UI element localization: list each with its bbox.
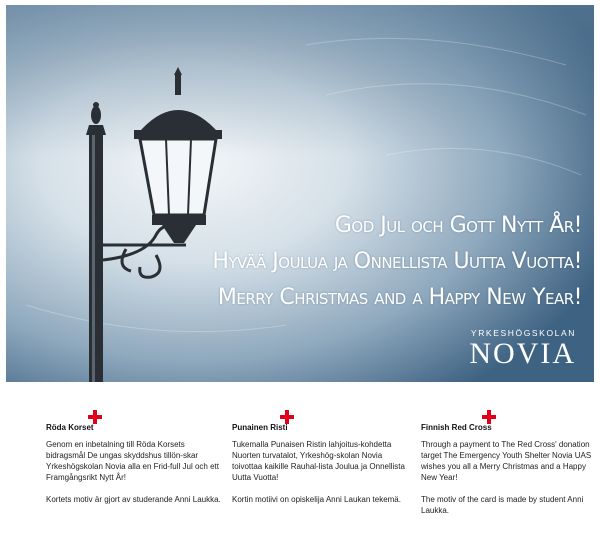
column-body: Genom en inbetalning till Röda Korsets bidragsmål De ungas skyddshus tillön-skar Yrkeshögskolan Novia alla en Frid-full Jul och ett Framgångsrikt Nytt År! xyxy=(46,440,219,482)
greeting-finnish: Hyvää Joulua ja Onnellista Uutta Vuotta! xyxy=(212,249,582,274)
column-title: Punainen Risti xyxy=(232,423,288,432)
red-cross-icon xyxy=(88,410,102,424)
column-swedish xyxy=(46,410,221,505)
novia-logo xyxy=(469,328,576,370)
card-artwork xyxy=(6,5,594,382)
lantern-post xyxy=(86,102,106,382)
column-body: Through a payment to The Red Cross' donation target The Emergency Youth Shelter Novia UAS wishes you all a Merry Christmas and a Happy New Year! xyxy=(421,440,592,482)
column-finnish xyxy=(232,410,407,505)
lantern-etching xyxy=(6,5,594,382)
column-title: Finnish Red Cross xyxy=(421,423,492,432)
column-credit: The motiv of the card is made by student Anni Laukka. xyxy=(421,495,584,515)
greetings xyxy=(162,208,582,316)
column-title: Röda Korset xyxy=(46,423,94,432)
logo-subtitle: YRKESHÖGSKOLAN xyxy=(470,328,576,338)
column-credit: Kortets motiv är gjort av studerande Anni Laukka. xyxy=(46,495,221,504)
greeting-swedish: God Jul och Gott Nytt År! xyxy=(334,213,582,238)
red-cross-icon xyxy=(280,410,294,424)
greeting-english: Merry Christmas and a Happy New Year! xyxy=(217,285,582,310)
red-cross-icon xyxy=(482,410,496,424)
logo-wordmark: NOVIA xyxy=(469,337,576,370)
column-english xyxy=(421,410,596,516)
column-credit: Kortin motiivi on opiskelija Anni Laukan tekemä. xyxy=(232,495,401,504)
column-body: Tukemalla Punaisen Ristin lahjoitus-kohdetta Nuorten turvatalot, Yrkeshög-skolan Novia toivottaa kaikille Rauhal-lista Joulua ja Onnellista Uutta Vuotta! xyxy=(232,440,405,482)
